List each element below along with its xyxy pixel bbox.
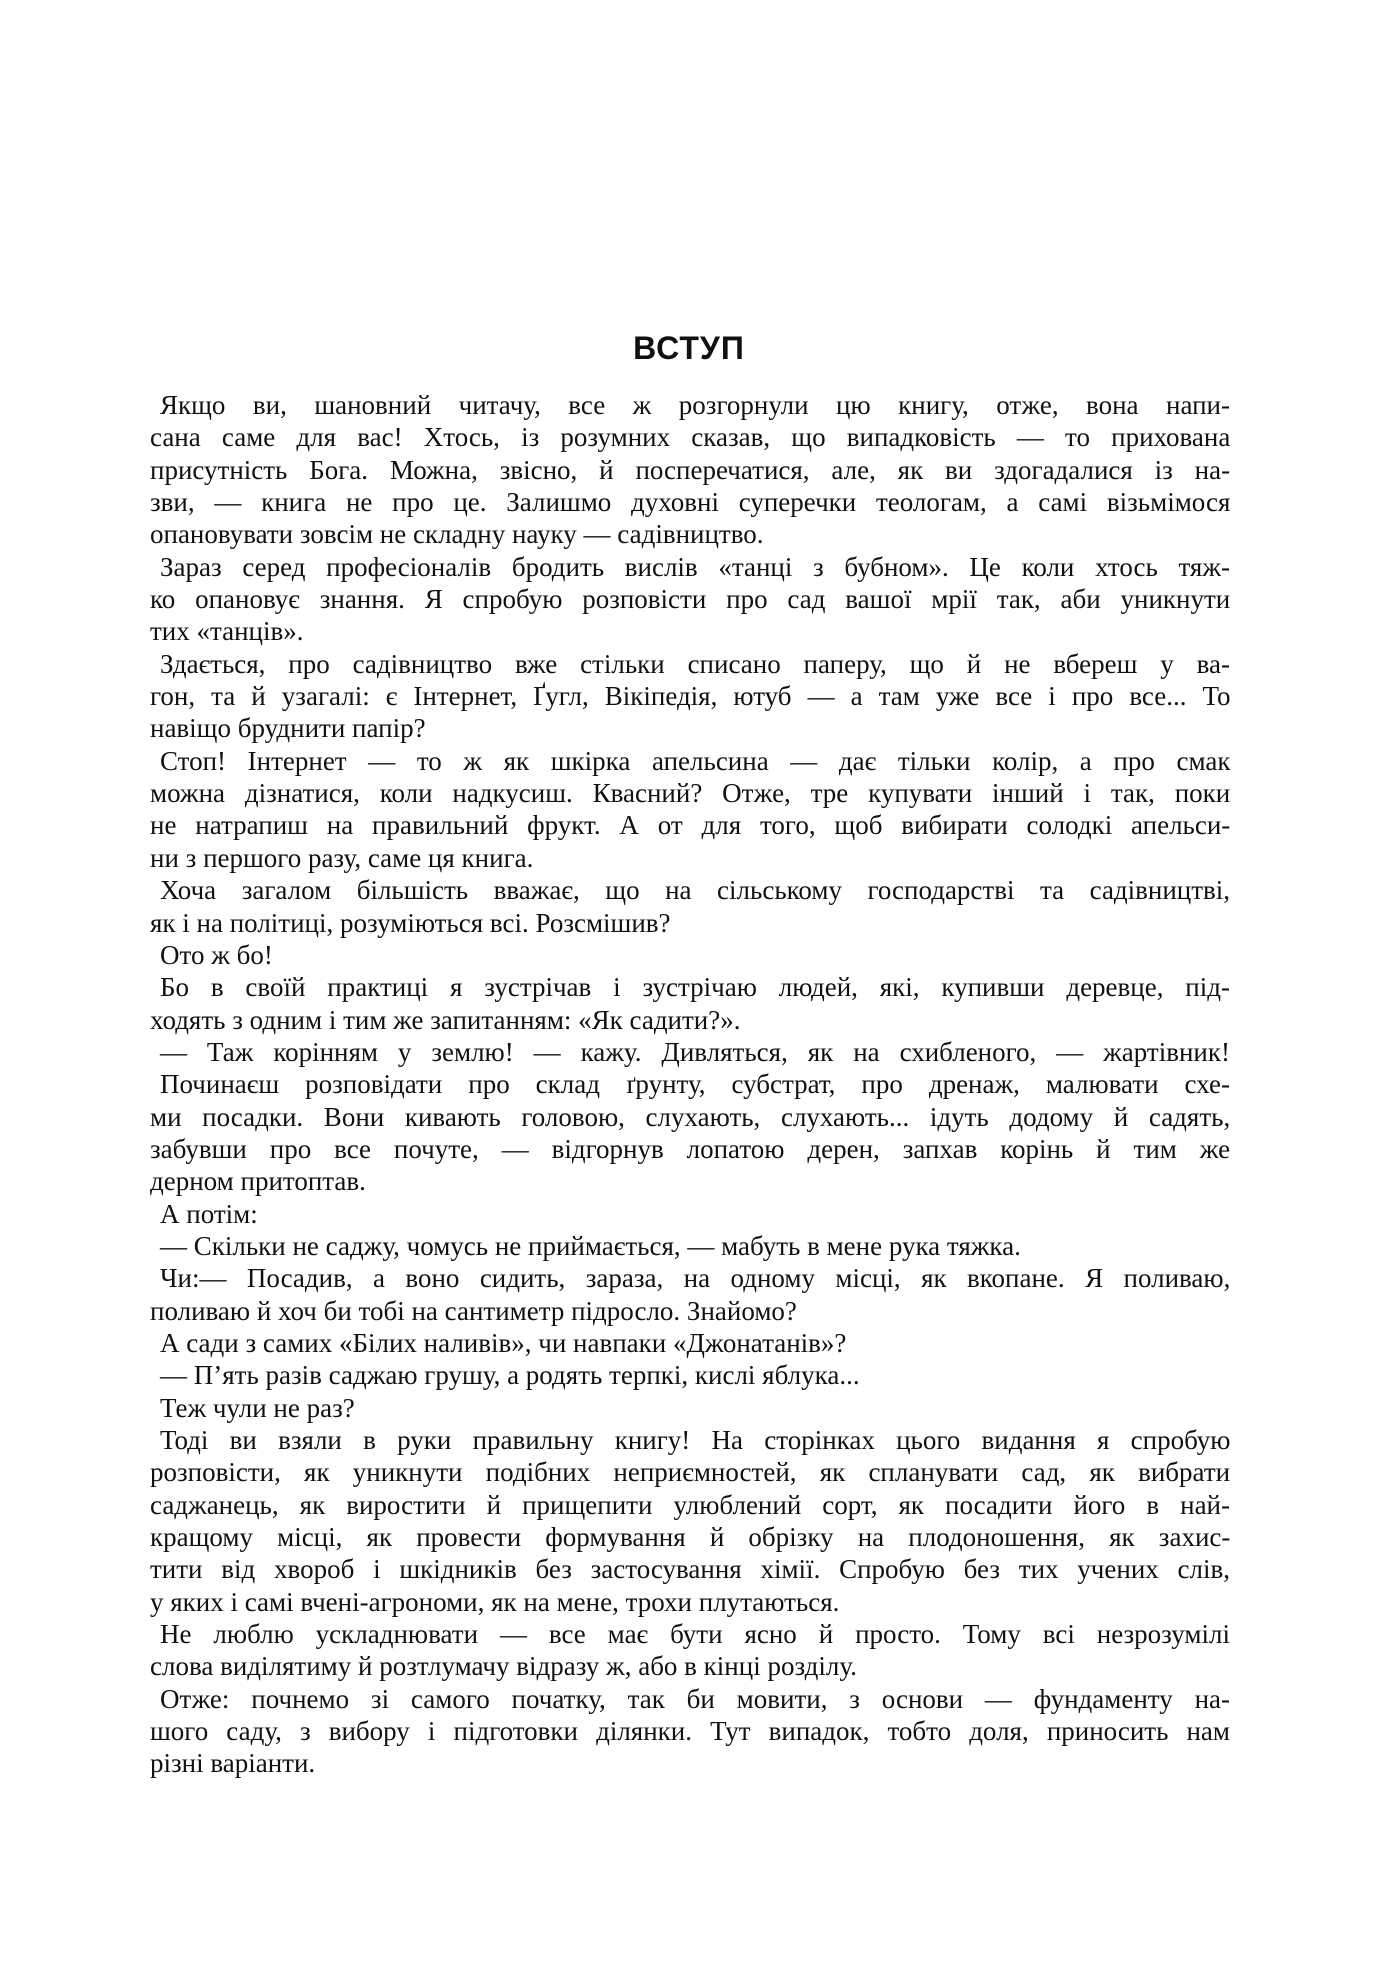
text-line: Теж чули не раз? [160, 1392, 355, 1423]
text-line: тих «танців». [150, 616, 304, 647]
paragraph [150, 1036, 1230, 1068]
paragraph [150, 1230, 1230, 1262]
paragraph [150, 1424, 1230, 1618]
text-line: у яких і самі вчені-агрономи, як на мене, трохи плутаються. [150, 1586, 840, 1617]
text-line: ко опановує знання. Я спробую розповісти про сад вашої мрії так, аби уникнути [150, 584, 1231, 615]
text-line: Не люблю ускладнювати — все має бути ясно й просто. Тому всі незрозумілі [160, 1619, 1230, 1650]
text-line: Стоп! Інтернет — то ж як шкірка апельсина — дає тільки колір, а про смак [160, 745, 1231, 776]
text-line: поливаю й хоч би тобі на сантиметр підросло. Знайомо? [150, 1295, 797, 1326]
text-line: Здається, про садівництво вже стільки списано паперу, що й не вбереш у ва- [160, 648, 1230, 679]
paragraph [150, 1618, 1230, 1683]
paragraph [150, 1359, 1230, 1391]
text-line: Чи:— Посадив, а воно сидить, зараза, на одному місці, як вкопане. Я поливаю, [160, 1263, 1231, 1294]
text-line: А сади з самих «Білих наливів», чи навпаки «Джонатанів»? [160, 1327, 847, 1358]
text-line: Якщо ви, шановний читачу, все ж розгорнули цю книгу, отже, вона напи- [160, 390, 1230, 420]
text-line: Починаєш розповідати про склад ґрунту, субстрат, про дренаж, малювати схе- [160, 1069, 1230, 1100]
paragraph [150, 551, 1230, 648]
text-line: Бо в своїй практиці я зустрічав і зустрічаю людей, які, купивши деревце, під- [160, 972, 1230, 1003]
paragraph [150, 389, 1230, 551]
text-line: Отже: почнемо зі самого початку, так би мовити, з основи — фундаменту на- [160, 1683, 1230, 1714]
text-line: — П’ять разів саджаю грушу, а родять терпкі, кислі яблука... [160, 1360, 860, 1391]
paragraph [150, 1683, 1230, 1780]
text-line: тити від хвороб і шкідників без застосування хімії. Спробую без тих учених слів, [150, 1554, 1230, 1585]
text-line: саджанець, як виростити й прищепити улюблений сорт, як посадити його в най- [150, 1489, 1230, 1520]
text-line: розповісти, як уникнути подібних неприємностей, як спланувати сад, як вибрати [150, 1457, 1231, 1488]
text-line: ни з першого разу, саме ця книга. [150, 842, 534, 873]
text-line: шого саду, з вибору і підготовки ділянки. Тут випадок, тобто доля, приносить нам [150, 1716, 1230, 1747]
paragraph [150, 1262, 1230, 1327]
body-text [150, 389, 1230, 1780]
text-line: опановувати зовсім не складну науку — садівництво. [150, 519, 764, 550]
paragraph [150, 648, 1230, 745]
paragraph [150, 971, 1230, 1036]
text-line: — Таж корінням у землю! — кажу. Дивляться, як на схибленого, — жартівник! [160, 1036, 1230, 1067]
text-line: не натрапиш на правильний фрукт. А от для того, щоб вибирати солодкі апельси- [150, 810, 1231, 841]
text-line: зви, — книга не про це. Залишмо духовні суперечки теологам, а самі візьмімося [150, 487, 1231, 518]
paragraph [150, 745, 1230, 874]
paragraph [150, 1327, 1230, 1359]
paragraph [150, 939, 1230, 971]
text-line: забувши про все почуте, — відгорнув лопатою дерен, запхав корінь й тим же [150, 1133, 1231, 1164]
text-line: навіщо бруднити папір? [150, 713, 426, 744]
text-line: ми посадки. Вони кивають головою, слухають, слухають... ідуть додому й садять, [150, 1101, 1231, 1132]
paragraph [150, 1198, 1230, 1230]
text-line: гон, та й узагалі: є Інтернет, Ґугл, Вікіпедія, ютуб — а там уже все і про все... То [150, 681, 1231, 712]
text-line: Зараз серед професіоналів бродить вислів «танці з бубном». Це коли хтось тяж- [160, 551, 1230, 582]
paragraph [150, 1068, 1230, 1197]
text-line: дерном притоптав. [150, 1166, 366, 1197]
text-line: слова виділятиму й розтлумачу відразу ж, або в кінці розділу. [150, 1651, 857, 1682]
text-line: присутність Бога. Можна, звісно, й посперечатися, але, як ви здогадалися із на- [150, 454, 1231, 485]
text-line: різні варіанти. [150, 1748, 316, 1779]
text-line: можна дізнатися, коли надкусиш. Квасний? Отже, тре купувати інший і так, поки [150, 778, 1231, 809]
text-line: кращому місці, як провести формування й обрізку на плодоношення, як захис- [150, 1522, 1231, 1553]
text-line: ходять з одним і тим же запитанням: «Як садити?». [150, 1004, 741, 1035]
page-title: ВСТУП [633, 330, 745, 366]
text-line: Тоді ви взяли в руки правильну книгу! На сторінках цього видання я спробую [160, 1425, 1231, 1455]
paragraph [150, 1392, 1230, 1424]
text-line: сана саме для вас! Хтось, із розумних сказав, що випадковість — то прихована [150, 422, 1231, 453]
text-line: Хоча загалом більшість вважає, що на сільському господарстві та садівництві, [160, 875, 1231, 906]
text-line: А потім: [160, 1198, 258, 1229]
text-line: — Скільки не саджу, чомусь не приймається, — мабуть в мене рука тяжка. [160, 1230, 1021, 1261]
paragraph [150, 874, 1230, 939]
text-line: Ото ж бо! [160, 939, 273, 970]
text-line: як і на політиці, розуміються всі. Розсмішив? [150, 907, 671, 938]
